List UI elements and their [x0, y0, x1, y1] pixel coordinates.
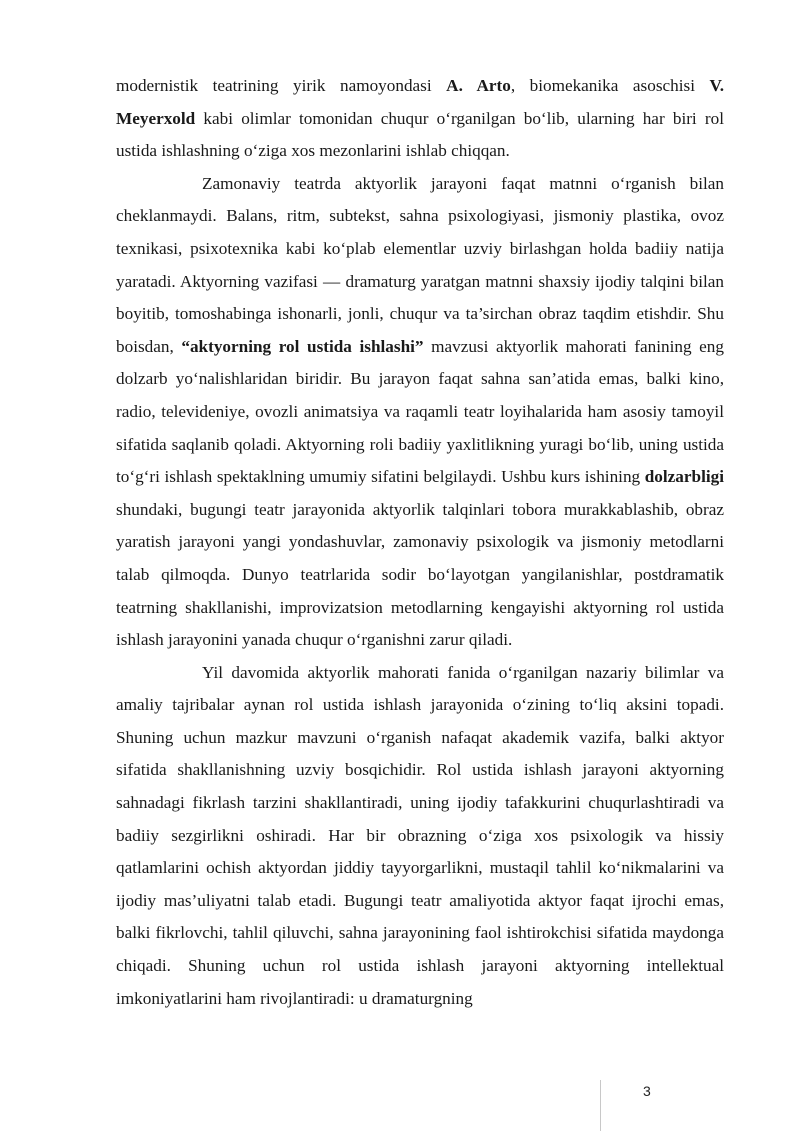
text-run: mavzusi aktyorlik mahorati fanining eng dolzarb yo‘nalishlaridan biridir. Bu jarayon faqat sahna san’atida emas, balki kino, radio, televideniye, ovozli animatsiya va raqamli teatr loyihalarida ham asosiy tamoyil sifatida saqlanib qoladi. Aktyorning roli badiiy yaxlitlikning yuragi bo‘lib, uning ustida to‘g‘ri ishlash spektaklning umumiy sifatini belgilaydi. Ushbu kurs ishining	[116, 336, 724, 487]
footer-divider	[600, 1080, 601, 1131]
page-number: 3	[643, 1083, 651, 1099]
bold-name-arto: A. Arto	[446, 76, 511, 95]
text-run: , biomekanika asoschisi	[510, 76, 710, 95]
bold-topic-phrase: “aktyorning rol ustida ishlashi”	[181, 336, 424, 356]
paragraph-3	[116, 657, 724, 1016]
text-run: Zamonaviy teatrda aktyorlik jarayoni faqat matnni o‘rganish bilan cheklanmaydi. Balans, ritm, subtekst, sahna psixologiyasi, jismoniy plastika, ovoz texnikasi, psixotexnika kabi ko‘plab elementlar uzviy birlashgan holda badiiy natija yaratadi. Aktyorning vazifasi — dramaturg yaratgan matnni shaxsiy ijodiy talqini bilan boyitib, tomoshabinga ishonarli, jonli, chuqur va ta’sirchan obraz taqdim etishdir. Shu boisdan,	[116, 173, 724, 356]
document-page	[116, 70, 724, 1015]
text-run: shundaki, bugungi teatr jarayonida aktyorlik talqinlari tobora murakkablashib, obraz yaratish jarayoni yangi yondashuvlar, zamonaviy psixologik va jismoniy metodlarni talab qilmoqda. Dunyo teatrlarida sodir bo‘layotgan yangilanishlar, postdramatik teatrning shakllanishi, improvizatsion metodlarning kengayishi aktyorning rol ustida ishlash jarayonini yanada chuqur o‘rganishni zarur qiladi.	[116, 499, 724, 650]
text-run: Yil davomida aktyorlik mahorati fanida o‘rganilgan nazariy bilimlar va amaliy tajribalar aynan rol ustida ishlash jarayonida o‘zining to‘liq aksini topadi. Shuning uchun mazkur mavzuni o‘rganish nafaqat akademik vazifa, balki aktyor sifatida shakllanishning uzviy bosqichidir. Rol ustida ishlash jarayoni aktyorning sahnadagi fikrlash tarzini shakllantiradi, uning ijodiy tafakkurini chuqurlashtiradi va badiiy sezgirlikni oshiradi. Har bir obrazning o‘ziga xos psixologik va hissiy qatlamlarini ochish aktyordan jiddiy tayyorgarlikni, mustaqil tahlil ko‘nikmalarini va ijodiy mas’uliyatni talab etadi. Bugungi teatr amaliyotida aktyor faqat ijrochi emas, balki fikrlovchi, tahlil qiluvchi, sahna jarayonining faol ishtirokchisi sifatida maydonga chiqadi. Shuning uchun rol ustida ishlash jarayoni aktyorning intellektual imkoniyatlarini ham rivojlantiradi: u dramaturgning	[116, 662, 724, 1008]
text-run: modernistik teatrining yirik namoyondasi	[116, 76, 447, 95]
text-run: kabi olimlar tomonidan chuqur o‘rganilgan bo‘lib, ularning har biri rol ustida ishlashning o‘ziga xos mezonlarini ishlab chiqqan.	[116, 108, 724, 161]
paragraph-2	[116, 168, 724, 657]
paragraph-1	[116, 70, 724, 168]
bold-term-dolzarbligi: dolzarbligi	[644, 467, 724, 487]
bold-name-meyerxold: V. Meyerxold	[116, 76, 724, 128]
